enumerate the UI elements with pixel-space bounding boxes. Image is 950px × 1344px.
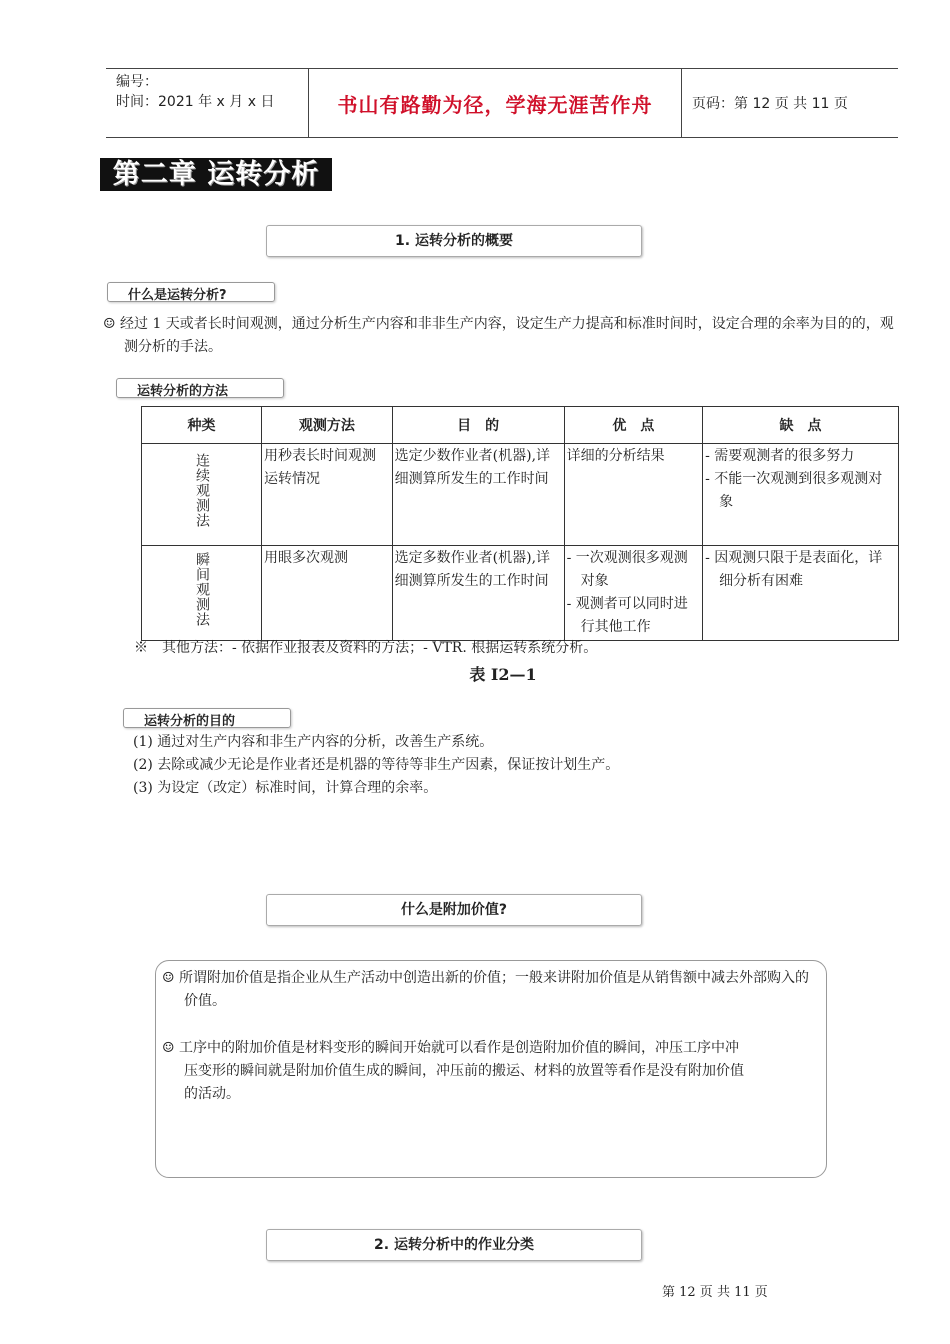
value-p1	[162, 967, 812, 1013]
row1-type-cell	[142, 444, 262, 546]
header-meta	[106, 69, 309, 137]
section2-title: 2. 运转分析中的作业分类	[266, 1229, 642, 1261]
value-section-title: 什么是附加价值?	[266, 894, 642, 926]
row1-method: 用秒表长时间观测运转情况	[262, 444, 393, 546]
row2-method: 用眼多次观测	[262, 546, 393, 641]
row2-cons-item: - 因观测只限于是表面化，详细分析有困难	[705, 550, 883, 589]
page-header	[106, 68, 898, 138]
purpose-item: (3) 为设定（改定）标准时间，计算合理的余率。	[133, 780, 438, 796]
row2-pros-item: - 观测者可以同时进行其他工作	[566, 596, 688, 635]
col-header-type: 种类	[142, 407, 262, 444]
row2-type-cell	[142, 546, 262, 641]
table-row	[142, 546, 899, 641]
definition-paragraph	[103, 313, 903, 359]
chapter-title: 第二章 运转分析	[100, 158, 332, 191]
row1-type: 连续观测法	[194, 453, 210, 528]
value-p2-text: ☺ 工序中的附加价值是材料变形的瞬间开始就可以看作是创造附加价值的瞬间，冲压工序中冲压变形的瞬间就是附加价值生成的瞬间，冲压前的搬运、材料的放置等看作是没有附加价值的活动。	[162, 1040, 744, 1102]
motto: 书山有路勤为径，学海无涯苦作舟	[337, 92, 653, 117]
row2-cons	[703, 546, 899, 641]
row2-purpose: 选定多数作业者(机器),详细测算所发生的工作时间	[392, 546, 564, 641]
method-label: 运转分析的方法	[116, 378, 284, 398]
other-methods-note: ※ 其他方法：- 依据作业报表及资料的方法；- VTR. 根据运转系统分析。	[134, 640, 598, 656]
row2-pros	[564, 546, 702, 641]
col-header-purpose: 目 的	[392, 407, 564, 444]
row1-pros	[564, 444, 702, 546]
footer-page: 第 12 页 共 11 页	[662, 1285, 768, 1300]
purpose-label: 运转分析的目的	[123, 708, 291, 728]
page-info: 页码：第 12 页 共 11 页	[692, 96, 848, 112]
row1-purpose: 选定少数作业者(机器),详细测算所发生的工作时间	[392, 444, 564, 546]
col-header-pros: 优 点	[564, 407, 702, 444]
table-caption: 表 I2—1	[469, 665, 537, 684]
col-header-method: 观测方法	[262, 407, 393, 444]
table-row	[142, 444, 899, 546]
table-header-row	[142, 407, 899, 444]
definition-text: ☺ 经过 1 天或者长时间观测，通过分析生产内容和非非生产内容，设定生产力提高和标准时间时，设定合理的余率为目的的，观测分析的手法。	[103, 316, 894, 355]
value-box	[155, 960, 827, 1178]
row1-cons-item: - 不能一次观测到很多观测对象	[705, 471, 883, 510]
row1-cons	[703, 444, 899, 546]
section1-title: 1. 运转分析的概要	[266, 225, 642, 257]
value-p2	[162, 1037, 752, 1106]
method-table	[141, 406, 899, 641]
what-is-label: 什么是运转分析?	[107, 282, 275, 302]
purpose-item: (2) 去除或减少无论是作业者还是机器的等待等非生产因素，保证按计划生产。	[133, 757, 620, 773]
header-motto-cell	[309, 69, 682, 137]
value-p1-text: ☺ 所谓附加价值是指企业从生产活动中创造出新的价值；一般来讲附加价值是从销售额中减去外部购入的价值。	[162, 970, 809, 1009]
row1-pros-item: 详细的分析结果	[566, 448, 665, 464]
purpose-list	[133, 731, 893, 800]
col-header-cons: 缺 点	[703, 407, 899, 444]
time-label: 时间：2021 年 x 月 x 日	[116, 94, 275, 110]
row2-type: 瞬间观测法	[194, 551, 210, 627]
number-label: 编号：	[116, 74, 158, 90]
purpose-item: (1) 通过对生产内容和非生产内容的分析，改善生产系统。	[133, 734, 494, 750]
row2-pros-item: - 一次观测很多观测对象	[566, 550, 688, 589]
header-page-cell	[682, 69, 898, 137]
row1-cons-item: - 需要观测者的很多努力	[705, 448, 855, 464]
